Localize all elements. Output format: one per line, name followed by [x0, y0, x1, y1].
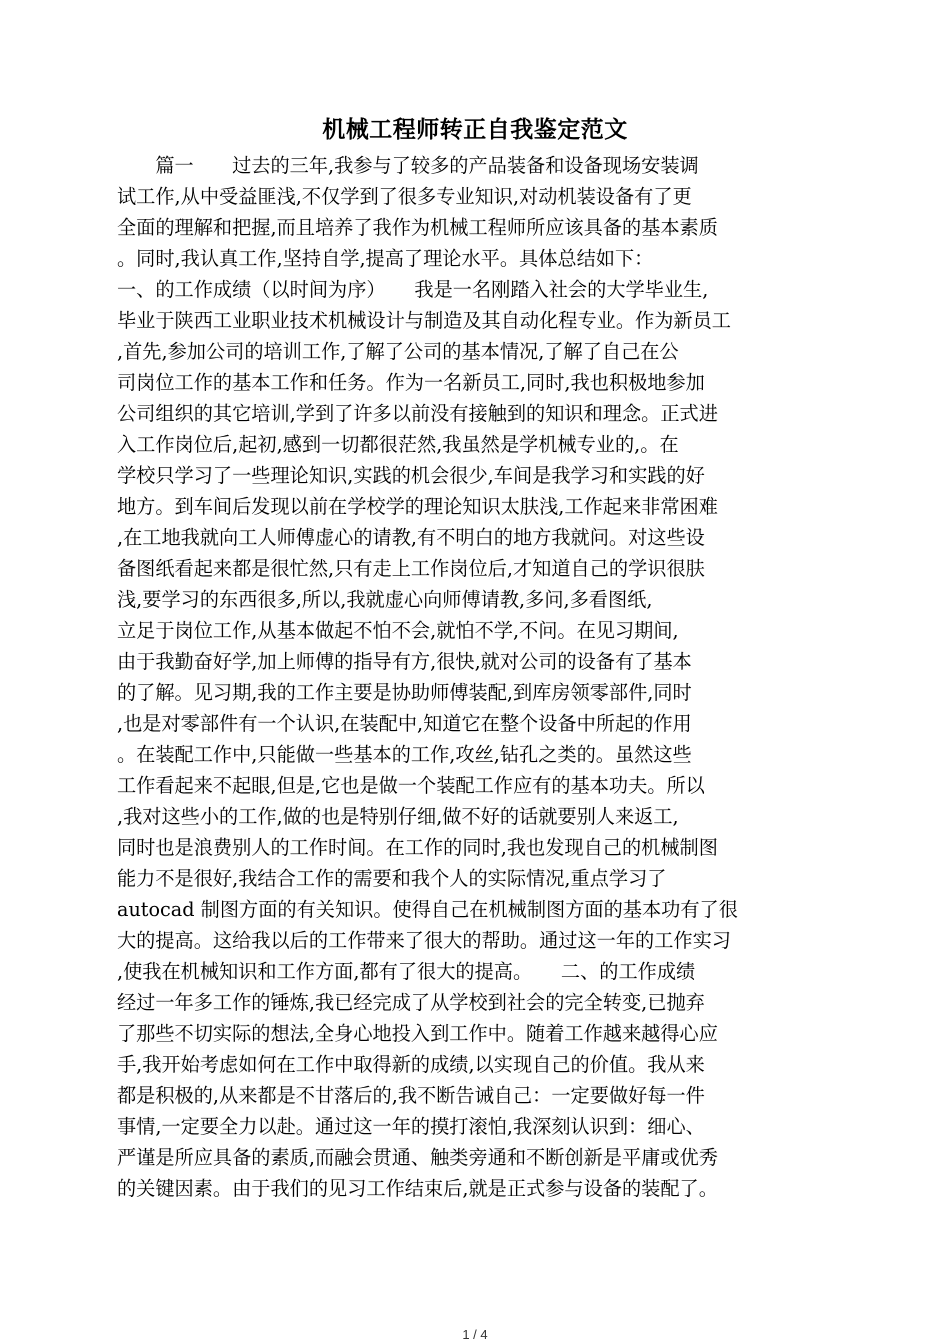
body-line: autocad 制图方面的有关知识。使得自己在机械制图方面的基本功有了很 [117, 898, 738, 921]
document-title: 机械工程师转正自我鉴定范文 [322, 116, 628, 143]
body-line: 了那些不切实际的想法,全身心地投入到工作中。随着工作越来越得心应 [117, 1022, 718, 1045]
body-line: ,首先,参加公司的培训工作,了解了公司的基本情况,了解了自己在公 [117, 340, 679, 363]
body-line: 的了解。见习期,我的工作主要是协助师傅装配,到库房领零部件,同时 [117, 681, 692, 704]
body-line: 司岗位工作的基本工作和任务。作为一名新员工,同时,我也积极地参加 [117, 371, 705, 394]
body-line: 。在装配工作中,只能做一些基本的工作,攻丝,钻孔之类的。虽然这些 [117, 743, 692, 766]
body-line: 严谨是所应具备的素质,而融会贯通、触类旁通和不断创新是平庸或优秀 [117, 1146, 718, 1169]
body-line: 备图纸看起来都是很忙然,只有走上工作岗位后,才知道自己的学识很肤 [117, 557, 705, 580]
body-line: 事情,一定要全力以赴。通过这一年的摸打滚怕,我深刻认识到：细心、 [117, 1115, 705, 1138]
body-line: 一、的工作成绩（以时间为序） 我是一名刚踏入社会的大学毕业生, [117, 278, 709, 301]
body-line: 地方。到车间后发现以前在学校学的理论知识太肤浅,工作起来非常困难 [117, 495, 718, 518]
body-line: ,我对这些小的工作,做的也是特别仔细,做不好的话就要别人来返工, [117, 805, 679, 828]
body-line: 。同时,我认真工作,坚持自学,提高了理论水平。具体总结如下： [117, 247, 654, 270]
body-line: 学校只学习了一些理论知识,实践的机会很少,车间是我学习和实践的好 [117, 464, 705, 487]
document-body [117, 150, 837, 1204]
body-line: 的关键因素。由于我们的见习工作结束后,就是正式参与设备的装配了。 [117, 1177, 718, 1200]
body-line: 试工作,从中受益匪浅,不仅学到了很多专业知识,对动机装设备有了更 [117, 185, 692, 208]
body-line: ,也是对零部件有一个认识,在装配中,知道它在整个设备中所起的作用 [117, 712, 692, 735]
body-line: 毕业于陕西工业职业技术机械设计与制造及其自动化程专业。作为新员工 [117, 309, 731, 332]
body-line: 全面的理解和把握,而且培养了我作为机械工程师所应该具备的基本素质 [117, 216, 718, 239]
body-line: 能力不是很好,我结合工作的需要和我个人的实际情况,重点学习了 [117, 867, 667, 890]
body-line: ,使我在机械知识和工作方面,都有了很大的提高。 二、的工作成绩 [117, 960, 696, 983]
body-line: 同时也是浪费别人的工作时间。在工作的同时,我也发现自己的机械制图 [117, 836, 718, 859]
body-line: 立足于岗位工作,从基本做起不怕不会,就怕不学,不问。在见习期间, [117, 619, 679, 642]
body-line: 都是积极的,从来都是不甘落后的,我不断告诫自己：一定要做好每一件 [117, 1084, 705, 1107]
body-line: 公司组织的其它培训,学到了许多以前没有接触到的知识和理念。正式进 [117, 402, 718, 425]
body-line: 浅,要学习的东西很多,所以,我就虚心向师傅请教,多问,多看图纸, [117, 588, 653, 611]
body-line: ,在工地我就向工人师傅虚心的请教,有不明白的地方我就问。对这些设 [117, 526, 705, 549]
body-line: 手,我开始考虑如何在工作中取得新的成绩,以实现自己的价值。我从来 [117, 1053, 705, 1076]
body-line: 篇一 过去的三年,我参与了较多的产品装备和设备现场安装调 [117, 154, 699, 177]
body-line: 入工作岗位后,起初,感到一切都很茫然,我虽然是学机械专业的,。在 [117, 433, 679, 456]
body-line: 经过一年多工作的锤炼,我已经完成了从学校到社会的完全转变,已抛弃 [117, 991, 705, 1014]
page-number: 1 / 4 [462, 1327, 488, 1342]
body-line: 大的提高。这给我以后的工作带来了很大的帮助。通过这一年的工作实习 [117, 929, 731, 952]
body-line: 工作看起来不起眼,但是,它也是做一个装配工作应有的基本功夫。所以 [117, 774, 705, 797]
body-line: 由于我勤奋好学,加上师傅的指导有方,很快,就对公司的设备有了基本 [117, 650, 692, 673]
